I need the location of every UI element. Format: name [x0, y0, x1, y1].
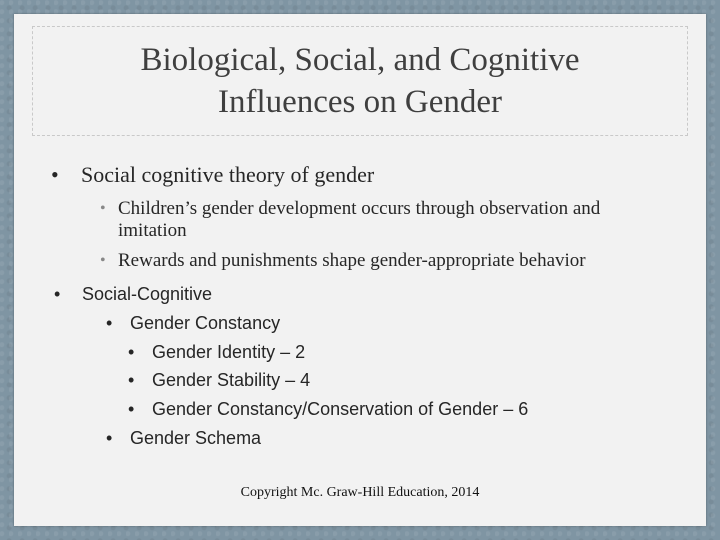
- title-line-1: Biological, Social, and Cognitive: [140, 42, 580, 78]
- sub-bullet-children-development: Children’s gender development occurs through observation and: [118, 198, 601, 219]
- bullet-social-cognitive: Social-Cognitive: [82, 284, 213, 304]
- bullet-marker: •: [128, 342, 135, 362]
- sub-bullet-gender-schema: Gender Schema: [130, 428, 262, 448]
- sub-bullet-rewards-punishments: Rewards and punishments shape gender-appropriate behavior: [118, 250, 586, 271]
- bullet-marker: •: [51, 162, 59, 187]
- bullet-marker: •: [128, 370, 135, 390]
- body-content: [14, 14, 706, 526]
- bullet-marker: •: [54, 284, 61, 304]
- sub-sub-bullet-gender-conservation: Gender Constancy/Conservation of Gender – 6: [152, 399, 529, 419]
- bullet-marker: •: [100, 200, 106, 217]
- sub-bullet-gender-constancy: Gender Constancy: [130, 313, 281, 333]
- sub-sub-bullet-gender-identity: Gender Identity – 2: [152, 342, 306, 362]
- slide: [14, 14, 706, 526]
- copyright-footer: Copyright Mc. Graw-Hill Education, 2014: [240, 485, 480, 500]
- title-line-2: Influences on Gender: [217, 84, 503, 120]
- bullet-marker: •: [128, 399, 135, 419]
- bullet-marker: •: [106, 313, 113, 333]
- bullet-social-cognitive-theory: Social cognitive theory of gender: [81, 162, 375, 187]
- bullet-marker: •: [106, 428, 113, 448]
- bullet-marker: •: [100, 252, 106, 269]
- sub-sub-bullet-gender-stability: Gender Stability – 4: [152, 370, 311, 390]
- sub-bullet-children-development-cont: imitation: [118, 220, 187, 241]
